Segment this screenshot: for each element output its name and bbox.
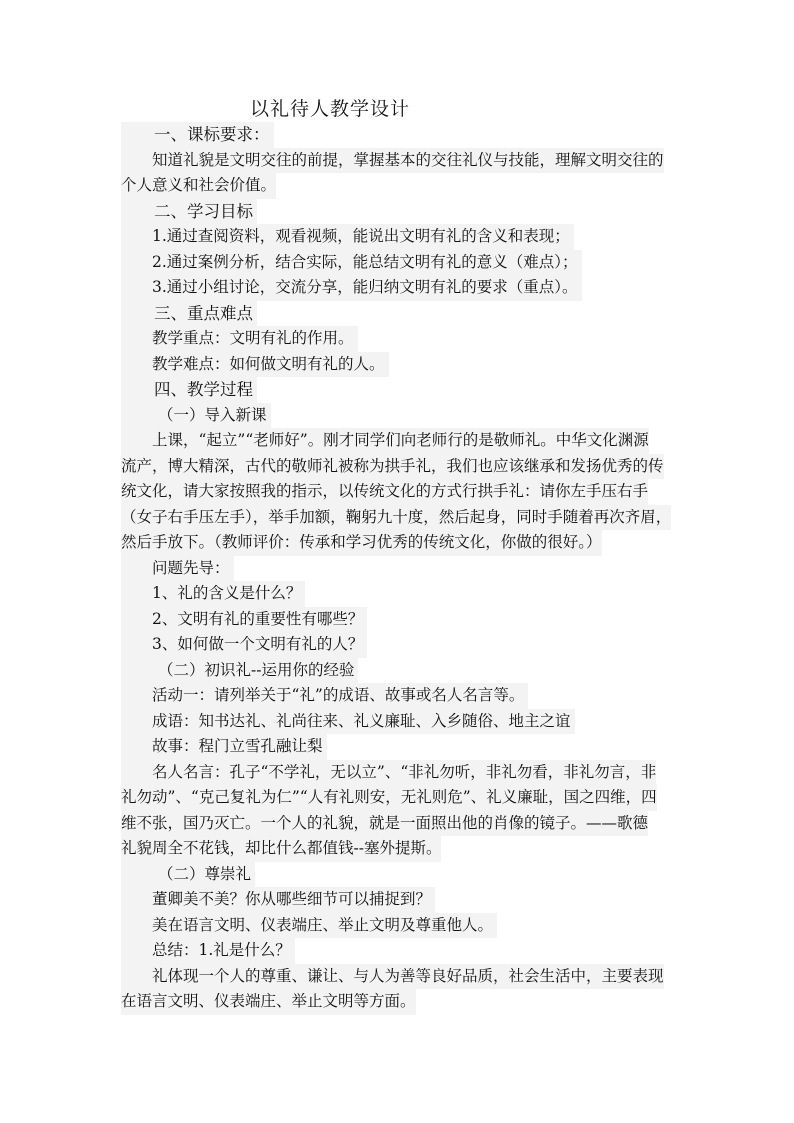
paragraph-line: 礼勿动”、“克己复礼为仁”“人有礼则安，无礼则危”、礼义廉耻，国之四维，四 — [121, 785, 657, 811]
subsection-heading-intro: （一）导入新课 — [121, 403, 271, 429]
objective-item: 2.通过案例分析，结合实际，能总结文明有礼的意义（难点）； — [121, 250, 582, 276]
paragraph-line: 在语言文明、仪表端庄、举止文明等方面。 — [121, 989, 416, 1015]
document-body — [121, 122, 677, 1015]
paragraph-line: 维不张，国乃灭亡。一个人的礼貌，就是一面照出他的肖像的镜子。——歌德 — [121, 811, 648, 837]
paragraph-line: 上课，“起立”“老师好”。刚才同学们向老师行的是敬师礼。中华文化渊源 — [121, 428, 649, 454]
answer-text: 美在语言文明、仪表端庄、举止文明及尊重他人。 — [121, 913, 497, 939]
section-heading-standards: 一、课标要求： — [121, 122, 274, 148]
question-item: 3、如何做一个文明有礼的人？ — [121, 632, 367, 658]
paragraph-line: 礼貌周全不花钱，却比什么都值钱--塞外提斯。 — [121, 836, 441, 862]
paragraph-quotes — [121, 760, 677, 862]
subsection-heading-first-look: （二）初识礼--运用你的经验 — [121, 658, 358, 684]
section-heading-key-points: 三、重点难点 — [121, 301, 257, 327]
question-item: 1、礼的含义是什么？ — [121, 581, 305, 607]
document-title: 以礼待人教学设计 — [250, 98, 411, 120]
paragraph-line: （女子右手压左手），举手加额，鞠躬九十度，然后起身，同时手随着再次齐眉， — [121, 505, 671, 531]
objective-item: 3.通过小组讨论，交流分享，能归纳文明有礼的要求（重点）。 — [121, 275, 582, 301]
stories-text: 故事：程门立雪孔融让梨 — [121, 734, 327, 760]
paragraph-line: 然后手放下。（教师评价：传承和学习优秀的传统文化，你做的很好。） — [121, 530, 602, 556]
idioms-text: 成语：知书达礼、礼尚往来、礼义廉耻、入乡随俗、地主之谊 — [121, 709, 575, 735]
section-heading-process: 四、教学过程 — [121, 377, 257, 403]
activity-text: 活动一：请列举关于“礼”的成语、故事或名人名言等。 — [121, 683, 528, 709]
paragraph-line: 知道礼貌是文明交往的前提，掌握基本的交往礼仪与技能，理解文明交往的 — [121, 148, 664, 174]
questions-heading: 问题先导： — [121, 556, 234, 582]
difficulty-text: 教学难点：如何做文明有礼的人。 — [121, 352, 389, 378]
question-item: 2、文明有礼的重要性有哪些？ — [121, 607, 367, 633]
section-heading-objectives: 二、学习目标 — [121, 199, 257, 225]
objective-item: 1.通过查阅资料，观看视频，能说出文明有礼的含义和表现； — [121, 224, 574, 250]
paragraph-line: 个人意义和社会价值。 — [121, 173, 276, 199]
paragraph-line: 礼体现一个人的尊重、谦让、与人为善等良好品质，社会生活中，主要表现 — [121, 964, 664, 990]
paragraph-summary — [121, 964, 677, 1015]
paragraph-line: 名人名言：孔子“不学礼，无以立”、“非礼勿听，非礼勿看，非礼勿言，非 — [121, 760, 656, 786]
subsection-heading-respect: （二）尊崇礼 — [121, 862, 255, 888]
paragraph-line: 流产，博大精深，古代的敬师礼被称为拱手礼，我们也应该继承和发扬优秀的传 — [121, 454, 664, 480]
question-text: 董卿美不美？你从哪些细节可以捕捉到？ — [121, 887, 435, 913]
key-point-text: 教学重点：文明有礼的作用。 — [121, 326, 358, 352]
paragraph-standards — [121, 148, 677, 199]
summary-heading: 总结：1.礼是什么？ — [121, 938, 295, 964]
paragraph-intro — [121, 428, 677, 556]
paragraph-line: 统文化，请大家按照我的指示，以传统文化的方式行拱手礼：请你左手压右手 — [121, 479, 648, 505]
